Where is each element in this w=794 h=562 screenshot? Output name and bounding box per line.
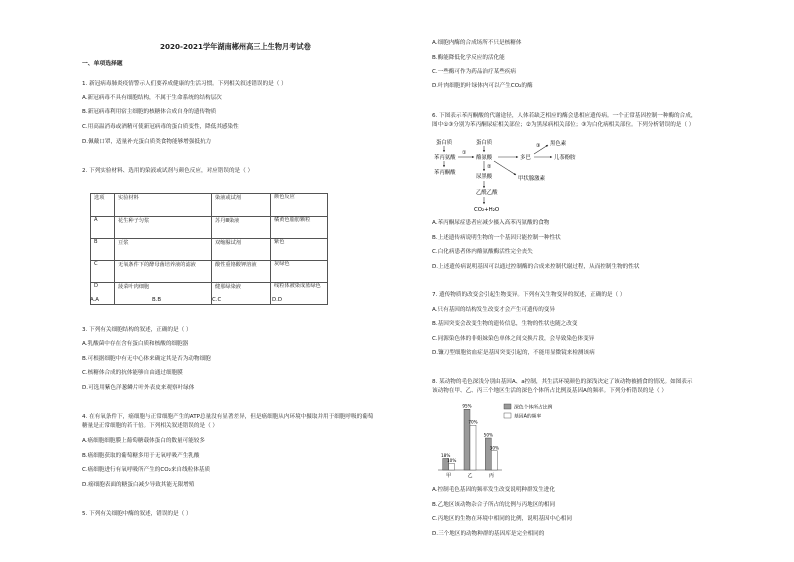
bar-data-label: 50% (483, 432, 493, 438)
table-header-row (91, 194, 328, 217)
page-title: 2020-2021学年湖南郴州高三上生物月考试卷 (160, 42, 311, 51)
label-catecholamine: 儿茶酚胺 (554, 155, 576, 161)
label-phenylalanine: 苯丙氨酸 (434, 155, 456, 161)
question-3-option-a: A.乳酸菌中存在含有蛋白质和核酸的细胞器 (82, 341, 189, 347)
label-protein: 蛋白质 (436, 140, 453, 146)
question-2-option-d: D.D (272, 297, 283, 303)
legend-label-dark: 深色个体所占比例 (514, 405, 553, 411)
table-cell: 酸性重铬酸钾溶液 (212, 261, 271, 283)
bar-data-label: 30% (489, 445, 499, 451)
question-8-option-b: B.乙地区该动物杂合子所占的比例与丙地区的相同 (432, 502, 556, 508)
legend-swatch-dark (504, 404, 511, 409)
table-row (91, 261, 328, 283)
label-tyrosine: 酪氨酸 (476, 155, 493, 161)
bar-allele-a-2 (491, 451, 497, 470)
label-phenylpyruvic: 苯丙酮酸 (434, 170, 456, 176)
bar-data-label: 70% (468, 419, 478, 425)
question-2-table (90, 193, 328, 305)
question-4-option-c: C.癌细胞进行有氧呼吸所产生的CO₂来自线粒体基质 (82, 467, 211, 473)
question-1-stem: 1. 新冠病毒肺炎疫情警示人们要养成健康的生活习惯。下列相关叙述错误的是（ ） (82, 81, 287, 87)
marker-2: ② (487, 164, 492, 170)
question-7-option-c: C.同源染色体的非姐妹染色单体之间交换片段，会导致染色体变异 (432, 336, 595, 342)
question-5-stem: 5. 下列有关细胞中酶的叙述，错误的是（ ） (82, 511, 192, 517)
table-cell: 双缩脲试剂 (212, 239, 271, 261)
bar-dark-phenotype-2 (485, 438, 491, 470)
question-7-option-d: D.镰刀型细胞贫血症是基因突变引起的，不能用显微镜来检测该病 (432, 350, 595, 356)
category-tick-label: 乙 (467, 473, 473, 479)
table-cell: 紫色 (271, 239, 328, 261)
question-1-option-c: C.用高温消毒或酒精可使新冠病毒的蛋白质变性，降低其感染性 (82, 124, 239, 130)
table-header-cell: 染液或试剂 (212, 194, 271, 217)
question-8-stem: 8. 某动物的毛色深浅分别由基因A、a控制，其生活环境颜色的深浅决定了该动物被捕食的情况。如图表示 (432, 379, 693, 385)
legend-label-light: 基因A的频率 (514, 414, 542, 420)
question-3-option-b: B.可根据细胞中有无中心体来确定其是否为动物细胞 (82, 356, 211, 362)
bar-allele-a-0 (449, 464, 455, 470)
table-cell: C (91, 261, 115, 283)
question-3-stem: 3. 下列有关细胞结构的叙述，正确的是（ ） (82, 327, 192, 333)
table-header-cell: 选项 (91, 194, 115, 217)
question-8-option-d: D.三个地区的动物种群的基因库是完全相同的 (432, 531, 545, 537)
right-column (432, 0, 772, 562)
table-header-cell: 实验材料 (115, 194, 212, 217)
bar-dark-phenotype-1 (464, 409, 470, 470)
question-8-option-c: C.丙地区的生物在环境中相同的比例，说明基因中心相同 (432, 516, 572, 522)
table-cell: 灰绿色 (271, 261, 328, 283)
allele-frequency-bar-chart (432, 398, 582, 482)
question-3-option-d: D.可选用紫色洋葱鳞片叶外表皮来观察叶绿体 (82, 385, 195, 391)
table-cell: 苏丹Ⅲ染液 (212, 217, 271, 239)
marker-3: ③ (536, 143, 541, 149)
question-1-option-a: A.新冠病毒不具有细胞结构，不属于生命系统的结构层次 (82, 95, 222, 101)
question-1-option-d: D.佩戴口罩，适量补充蛋白质类食物能够增强抵抗力 (82, 139, 212, 145)
question-5-option-a: A.细胞内酶的合成场所不只是核糖体 (432, 40, 522, 46)
table-cell: 花生种子匀浆 (115, 217, 212, 239)
label-melanin: 黑色素 (550, 141, 567, 147)
question-2-option-a: A.A (90, 297, 99, 303)
label-acetoacetic: 乙酰乙酸 (476, 190, 498, 196)
question-6-option-b: B.上述遗传病说明生物的一个基因只能控制一种性状 (432, 235, 561, 241)
question-8-option-a: A.控制毛色基因的频率发生改变说明种群发生进化 (432, 487, 555, 493)
category-tick-label: 丙 (488, 473, 494, 479)
question-6-option-c: C.白化病患者体内酪氨酸酶活性完全丧失 (432, 249, 533, 255)
bar-data-label: 18% (441, 452, 451, 458)
legend-swatch-light (504, 413, 511, 418)
question-4-option-d: D.癌细胞表面的糖蛋白减少导致其能无限增殖 (82, 482, 195, 488)
table-cell: 无氧条件下的酵母菌培养液的滤液 (115, 261, 212, 283)
label-homogentisic: 尿黑酸 (476, 174, 493, 180)
table-cell: 豆浆 (115, 239, 212, 261)
question-5-option-c: C.一些酶可作为药品治疗某些疾病 (432, 69, 516, 75)
question-6-option-a: A.苯丙酮尿症患者应减少摄入高苯丙氨酸的食物 (432, 220, 550, 226)
table-cell: 线粒体被染成蓝绿色 (271, 283, 328, 305)
table-cell: B (91, 239, 115, 261)
question-2-stem: 2. 下列实验材料、选用的染液或试剂与颜色反应，对应错误的是（ ） (82, 168, 254, 174)
category-tick-label: 甲 (446, 473, 452, 479)
question-6-option-d: D.上述遗传病说明基因可以通过控制酶的合成来控制代谢过程，从而控制生物的性状 (432, 264, 640, 270)
table-cell: 菠菜叶肉细胞 (115, 283, 212, 305)
label-protein-2: 蛋白质 (476, 140, 493, 146)
table-cell: D (91, 283, 115, 305)
table-cell: A (91, 217, 115, 239)
question-2-option-b: B.B (152, 297, 162, 303)
bar-data-label: 10% (447, 458, 457, 464)
question-4-stem: 4. 在有氧条件下，癌细胞与正常细胞产生的ATP总量没有显著差异，但是癌细胞从内环境中摄取并用于细胞呼吸的葡萄 (82, 414, 374, 420)
label-co2-h2o: CO₂+H₂O (474, 207, 500, 213)
question-1-option-b: B.新冠病毒利用宿主细胞的核糖体合成自身的遗传物质 (82, 109, 217, 115)
table-row (91, 239, 328, 261)
question-4-option-a: A.癌细胞细胞膜上葡萄糖载体蛋白的数量可能较多 (82, 438, 205, 444)
table-cell: 健那绿染液 (212, 283, 271, 305)
left-column (82, 0, 452, 562)
table-row (91, 217, 328, 239)
question-5-option-b: B.酶能降低化学反应的活化能 (432, 55, 505, 61)
question-4-option-b: B.癌细胞获取的葡萄糖多用于无氧呼吸产生乳酸 (82, 453, 200, 459)
bar-data-label: 95% (462, 403, 472, 409)
bar-allele-a-1 (470, 425, 476, 470)
question-7-option-a: A.只有基因的结构发生改变才会产生可遗传的变异 (432, 307, 555, 313)
table-cell: 橘黄色脂肪颗粒 (271, 217, 328, 239)
question-4-stem-cont: 糖量是正常细胞的若干倍。下列相关叙述错误的是（ ） (82, 423, 219, 429)
question-7-stem: 7. 遗传物质的改变会引起生物变异。下列有关生物变异的叙述，正确的是（ ） (432, 292, 626, 298)
question-7-option-b: B.基因突变会改变生物的遗传信息，生物的性状也随之改变 (432, 321, 578, 327)
section-heading: 一、单项选择题 (82, 61, 123, 67)
label-thyroxine: 甲状腺激素 (518, 176, 545, 182)
chart-legend (504, 404, 553, 420)
table-header-cell: 颜色反应 (271, 194, 328, 217)
question-6-stem: 6. 下图表示苯丙酮酸的代谢途径，人体若缺乏相应的酶会患相应遗传病。一个正常基因控制一种酶的合成， (432, 113, 697, 119)
label-dopa: 多巴 (520, 155, 531, 161)
question-2-option-c: C.C (212, 297, 222, 303)
question-8-stem-cont: 该动物在甲、乙、丙三个地区生活的深色个体所占比例及基因A的频率。下列分析错误的是（ ） (432, 388, 667, 394)
table-row (91, 283, 328, 305)
question-6-stem-cont: 图中①③分别为苯丙酮尿症相关部位；②为黑尿病相关部位；③为白化病相关部位。下列分析错误的是（ ） (432, 122, 695, 128)
question-5-option-d: D.叶肉细胞的叶绿体内可以产生CO₂的酶 (432, 83, 533, 89)
marker-1: ① (462, 150, 467, 156)
question-3-option-c: C.核糖体合成的抗体能够自由通过细胞膜 (82, 370, 183, 376)
metabolic-pathway-diagram (432, 134, 612, 216)
